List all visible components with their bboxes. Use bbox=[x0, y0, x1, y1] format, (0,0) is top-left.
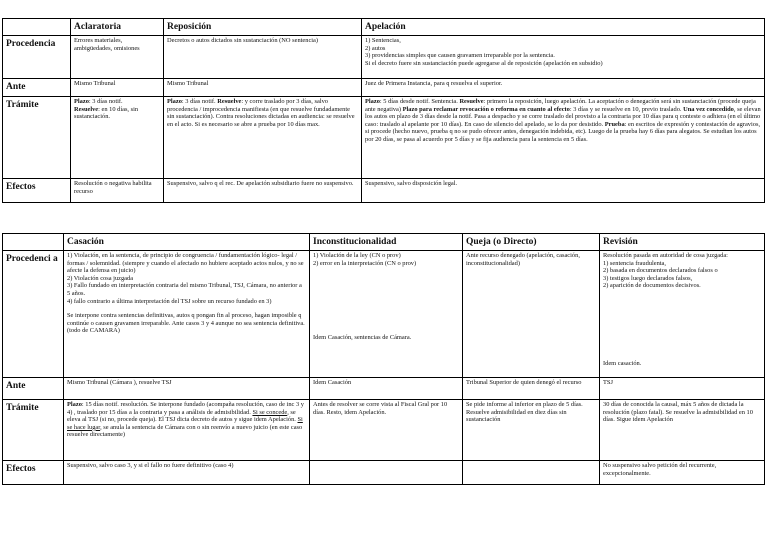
cell-revision-tramite: 30 días de conocida la causal, máx 5 años de dictada la resolución (plazo fatal). Se resuelve la admisibilidad en 10 días. Sigue idem Apelación bbox=[600, 400, 765, 461]
rowhead-efectos: Efectos bbox=[3, 179, 71, 203]
table2-row-tramite bbox=[3, 400, 765, 461]
cell-apelacion-ante: Juez de Primera Instancia, para q resuelva el superior. bbox=[362, 79, 765, 97]
header-reposicion: Reposición bbox=[164, 19, 362, 36]
cell-inconst-procedencia: 1) Violación de la ley (CN o prov) 2) error en la interpretación (CN o prov) Idem Casación, sentencias de Cámara. bbox=[310, 251, 463, 378]
table2-corner bbox=[3, 234, 64, 251]
rowhead-procedencia: Procedencia bbox=[3, 36, 71, 79]
table1-row-ante bbox=[3, 79, 765, 97]
table1-row-tramite bbox=[3, 97, 765, 179]
cell-apelacion-efectos: Suspensivo, salvo disposición legal. bbox=[362, 179, 765, 203]
cell-apelacion-tramite: Plazo: 5 días desde notif. Sentencia. Resuelve: primero la reposición, luego apelación. La aceptación o denegación será sin sustanciación (procede queja ante negativa) Plazo para reclamar revocación o reforma en cuanto al efecto: 3 días y se resuelve en 10, previo traslado. Una vez concedido, se elevan los autos en plazo de 3 días desde la notif. Pasa a despacho y se corre traslado del provisto a la contraria por 10 días para q conteste o adhiera (en el último caso: traslado al apelante por 10 días). En caso de silencio del apelado, se lo da por desistido. Prueba: en escritos de expresión y contestación de agravios, si procede (hecho nuevo, prueba q no se pudo ofrecer antes, denegación indebida, etc). Luego de la prueba hay 6 días para alegatos. Se estudian los autos por 20 días, se pasa al acuerdo por 5 días y se fija audiencia para la sentencia en 5 días. bbox=[362, 97, 765, 179]
header-apelacion: Apelación bbox=[362, 19, 765, 36]
cell-revision-efectos: No suspensivo salvo petición del recurrente, excepcionalmente. bbox=[600, 461, 765, 485]
header-aclaratoria: Aclaratoria bbox=[71, 19, 164, 36]
cell-casacion-procedencia: 1) Violación, en la sentencia, de principio de congruencia / fundamentación lógico- legal / formas / solemnidad. (siempre y cuando el afectado no hubiere aceptado actos nulos, y no se afecte la defensa en juicio) 2) Violación cosa juzgada 3) Fallo fundado en interpretación contraria del mismo Tribunal, TSJ, Cámara, no anterior a 5 años. 4) fallo contrario a última interpretación del TSJ sobre un recurso fundado en 3) Se interpone contra sentencias definitivas, autos q pongan fin al proceso, hagan imposible q continúe o causen gravamen irreparable. Ante casos 3 y 4 aunque no sea sentencia definitiva. (todo de CAMARA) bbox=[64, 251, 310, 378]
cell-queja-procedencia: Ante recurso denegado (apelación, casación, inconstitucionalidad) bbox=[463, 251, 600, 378]
recursos-table-1 bbox=[2, 18, 765, 203]
header-casacion: Casación bbox=[64, 234, 310, 251]
cell-inconst-ante: Idem Casación bbox=[310, 378, 463, 400]
header-inconstitucionalidad: Inconstitucionalidad bbox=[310, 234, 463, 251]
table2-row-efectos bbox=[3, 461, 765, 485]
table1-row-procedencia bbox=[3, 36, 765, 79]
cell-aclaratoria-efectos: Resolución o negativa habilita recurso bbox=[71, 179, 164, 203]
cell-queja-ante: Tribunal Superior de quien denegó el recurso bbox=[463, 378, 600, 400]
header-queja: Queja (o Directo) bbox=[463, 234, 600, 251]
cell-reposicion-ante: Mismo Tribunal bbox=[164, 79, 362, 97]
cell-casacion-efectos: Suspensivo, salvo caso 3, y si el fallo no fuere definitivo (caso 4) bbox=[64, 461, 310, 485]
cell-aclaratoria-procedencia: Errores materiales, ambigüedades, omisiones bbox=[71, 36, 164, 79]
table2-row-procedencia bbox=[3, 251, 765, 378]
cell-apelacion-procedencia: 1) Sentencias, 2) autos 3) providencias simples que causen gravamen irreparable por la sentencia. Si el decreto fuere sin sustanciación puede agregarse al de reposición (apelación en subsidio) bbox=[362, 36, 765, 79]
cell-reposicion-efectos: Suspensivo, salvo q el rec. De apelación subsidiario fuere no suspensivo. bbox=[164, 179, 362, 203]
cell-revision-ante: TSJ bbox=[600, 378, 765, 400]
cell-aclaratoria-ante: Mismo Tribunal bbox=[71, 79, 164, 97]
rowhead-tramite: Trámite bbox=[3, 97, 71, 179]
header-revision: Revisión bbox=[600, 234, 765, 251]
cell-reposicion-tramite: Plazo: 3 días notif. Resuelve: y corre traslado por 3 días, salvo procedencia / improcedencia manifiesta (en que resuelve fundadamente sin sustanciación). Contra resoluciones dictadas en audiencia: se resuelve en el acto. Si es necesario se abre a prueba por 10 días max. bbox=[164, 97, 362, 179]
cell-casacion-ante: Mismo Tribunal (Cámara ), resuelve TSJ bbox=[64, 378, 310, 400]
rowhead-ante-2: Ante bbox=[3, 378, 64, 400]
cell-queja-efectos bbox=[463, 461, 600, 485]
recursos-table-2 bbox=[2, 233, 765, 485]
rowhead-ante: Ante bbox=[3, 79, 71, 97]
table2-row-ante bbox=[3, 378, 765, 400]
cell-revision-procedencia: Resolución pasada en autoridad de cosa juzgada: 1) sentencia fraudulenta, 2) basada en documentos declarados falsos o 3) testigos luego declarados falsos, 2) aparición de documentos decisivos. Idem casación. bbox=[600, 251, 765, 378]
rowhead-efectos-2: Efectos bbox=[3, 461, 64, 485]
cell-inconst-tramite: Antes de resolver se corre vista al Fiscal Gral por 10 días. Resto, idem Apelación. bbox=[310, 400, 463, 461]
cell-queja-tramite: Se pide informe al inferior en plazo de 5 días. Resuelve admisibilidad en diez días sin sustanciación bbox=[463, 400, 600, 461]
cell-inconst-efectos bbox=[310, 461, 463, 485]
rowhead-tramite-2: Trámite bbox=[3, 400, 64, 461]
table1-corner bbox=[3, 19, 71, 36]
table1-row-efectos bbox=[3, 179, 765, 203]
cell-aclaratoria-tramite: Plazo: 3 días notif. Resuelve: en 10 días, sin sustanciación. bbox=[71, 97, 164, 179]
table2-header-row bbox=[3, 234, 765, 251]
table1-header-row bbox=[3, 19, 765, 36]
cell-reposicion-procedencia: Decretos o autos dictados sin sustanciación (NO sentencia) bbox=[164, 36, 362, 79]
rowhead-procedencia-2: Procedenci a bbox=[3, 251, 64, 378]
cell-casacion-tramite: Plazo: 15 días notif. resolución. Se interpone fundado (acompaña resolución, caso de inc 3 y 4) , traslado por 15 días a la contraria y pasa a análisis de admisibilidad. Si se concede, se eleva al TSJ (si no, procede queja). El TSJ dicta decreto de autos y sigue idem Apelación. Si se hace lugar, se anula la sentencia de Cámara con o sin reenvío a nuevo juicio (en este caso resuelve directamente) bbox=[64, 400, 310, 461]
